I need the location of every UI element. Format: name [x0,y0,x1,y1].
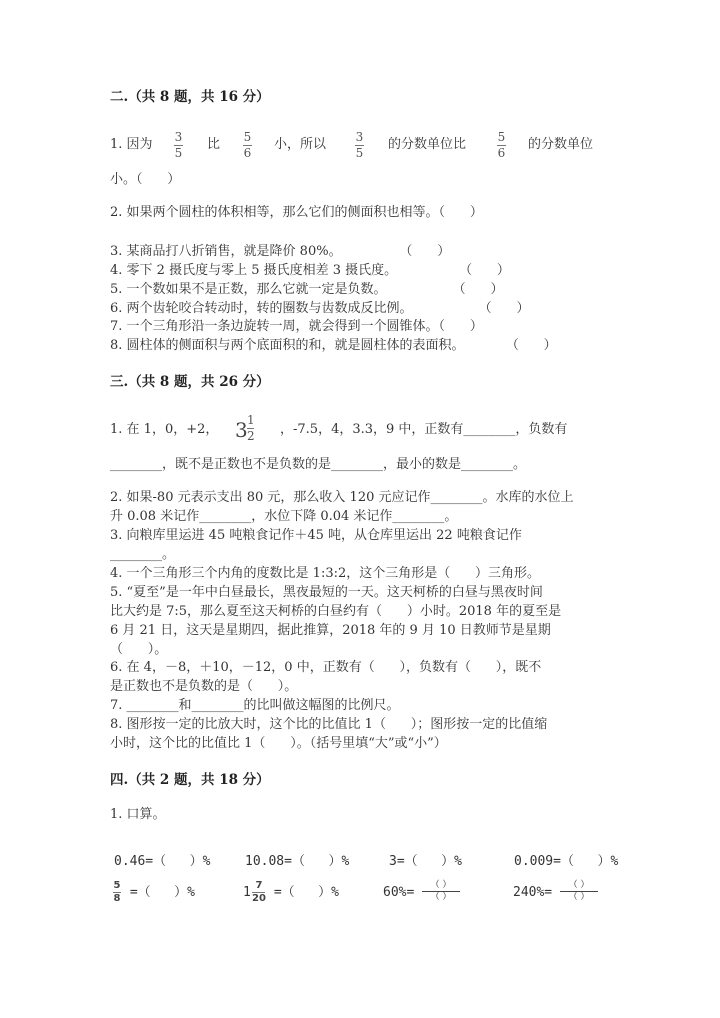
calc-item: 3=（ ）% [389,854,462,869]
calc-item: 0.46=（ ）% [114,854,211,869]
numerator: 5 [243,130,252,144]
sec3-line: 8. 图形按一定的比放大时，这个比的比值比 1（ ）；图形按一定的比值缩 [110,717,548,732]
sec3-line: （ ）。 [110,642,168,657]
fraction [243,131,252,160]
denominator: 6 [497,146,506,160]
q1-text: 比 [207,137,221,152]
fraction [497,131,506,160]
sec3-line: 7. ________和________的比叫做这幅图的比例尺。 [110,698,400,713]
numerator: 1 [247,413,255,427]
section-3-header: 三.（共 8 题，共 26 分） [110,374,270,390]
numerator: 5 [497,130,506,144]
sec3-line: 比大约是 7:5，那么夏至这天柯桥的白昼约有（ ）小时。2018 年的夏至是 [110,604,562,619]
numerator: 3 [355,130,364,144]
numerator: 7 [255,880,263,891]
numerator-blank: （ ） [430,880,452,890]
denominator: 8 [113,893,121,904]
calc-item: =（ ）% [266,885,339,900]
sec2-question: 5. 一个数如果不是正数，那么它就一定是负数。 （ ） [110,282,504,297]
blank-fraction [560,881,598,902]
q1-text-pre: 1. 在 1，0，+2， [110,422,219,437]
sec3-line: 6 月 21 日，这天是星期四，据此推算，2018 年的 9 月 10 日教师节是星期 [110,623,551,638]
calc-item: =（ ）% [122,885,195,900]
sec3-line: 4. 一个三角形三个内角的度数比是 1:3:2，这个三角形是（ ）三角形。 [110,566,541,581]
sec3-line: 5. “夏至”是一年中白昼最长，黑夜最短的一天。这天柯桥的白昼与黑夜时间 [110,585,543,600]
section-2-header: 二.（共 8 题，共 16 分） [110,89,270,105]
denominator-blank: （ ） [430,892,452,902]
denominator: 6 [243,146,252,160]
sec2-question: 6. 两个齿轮咬合转动时，转的圈数与齿数成反比例。 （ ） [110,301,530,316]
q1-text-line2: 小。（ ） [110,172,181,187]
mixed-number-whole: 1 [243,885,251,900]
calc-item: 60%= [383,885,415,900]
sec3-line: 2. 如果-80 元表示支出 80 元，那么收入 120 元应记作________。水库的水位上 [110,490,574,505]
fraction [252,881,266,904]
section-4-header: 四.（共 2 题，共 18 分） [110,772,270,788]
sec3-line: 6. 在 4，－8，＋10，－12，0 中，正数有（ ），负数有（ ），既不 [110,660,542,675]
numerator: 5 [113,880,121,891]
mixed-number-whole: 3 [235,418,248,442]
numerator: 3 [174,130,183,144]
sec2-question: 4. 零下 2 摄氏度与零上 5 摄氏度相差 3 摄氏度。 （ ） [110,263,510,278]
calc-item: 240%= [513,885,553,900]
sec3-line: 3. 向粮库里运进 45 吨粮食记作＋45 吨，从仓库里运出 22 吨粮食记作 [110,528,522,543]
q1-text: ，-7.5，4，3.3，9 中，正数有________，负数有 [280,422,568,437]
denominator: 5 [355,146,364,160]
numerator-blank: （ ） [568,880,590,890]
sec2-question: 3. 某商品打八折销售，就是降价 80%。 （ ） [110,244,451,259]
sec3-line: 小时，这个比的比值比 1（ ）。（括号里填“大”或“小”） [110,736,447,751]
sec2-question: 7. 一个三角形沿一条边旋转一周，就会得到一个圆锥体。（ ） [110,319,483,334]
fraction [174,131,183,160]
sec3-line: 是正数也不是负数的是（ ）。 [110,679,298,694]
denominator: 5 [174,146,183,160]
denominator: 2 [247,429,255,443]
fraction [113,881,121,904]
sec3-line: 升 0.08 米记作________，水位下降 0.04 米记作________。 [110,509,458,524]
sec4-question-1: 1. 口算。 [110,807,166,822]
sec2-question: 2. 如果两个圆柱的体积相等，那么它们的侧面积也相等。（ ） [110,205,483,220]
denominator-blank: （ ） [568,892,590,902]
calc-item: 10.08=（ ）% [245,854,350,869]
calc-item: 0.009=（ ）% [514,854,619,869]
fraction [355,131,364,160]
q1-text: 的分数单位比 [388,137,467,152]
fraction [247,414,255,443]
q1-text: 的分数单位 [528,137,594,152]
q1-text-pre: 1. 因为 [110,137,153,152]
denominator: 20 [252,893,266,904]
q1-text-line2: ________，既不是正数也不是负数的是________，最小的数是________。 [110,457,527,472]
q1-text: 小，所以 [274,137,327,152]
sec3-line: ________。 [110,547,176,562]
blank-fraction [422,881,460,902]
sec2-question: 8. 圆柱体的侧面积与两个底面积的和，就是圆柱体的表面积。 （ ） [110,338,557,353]
